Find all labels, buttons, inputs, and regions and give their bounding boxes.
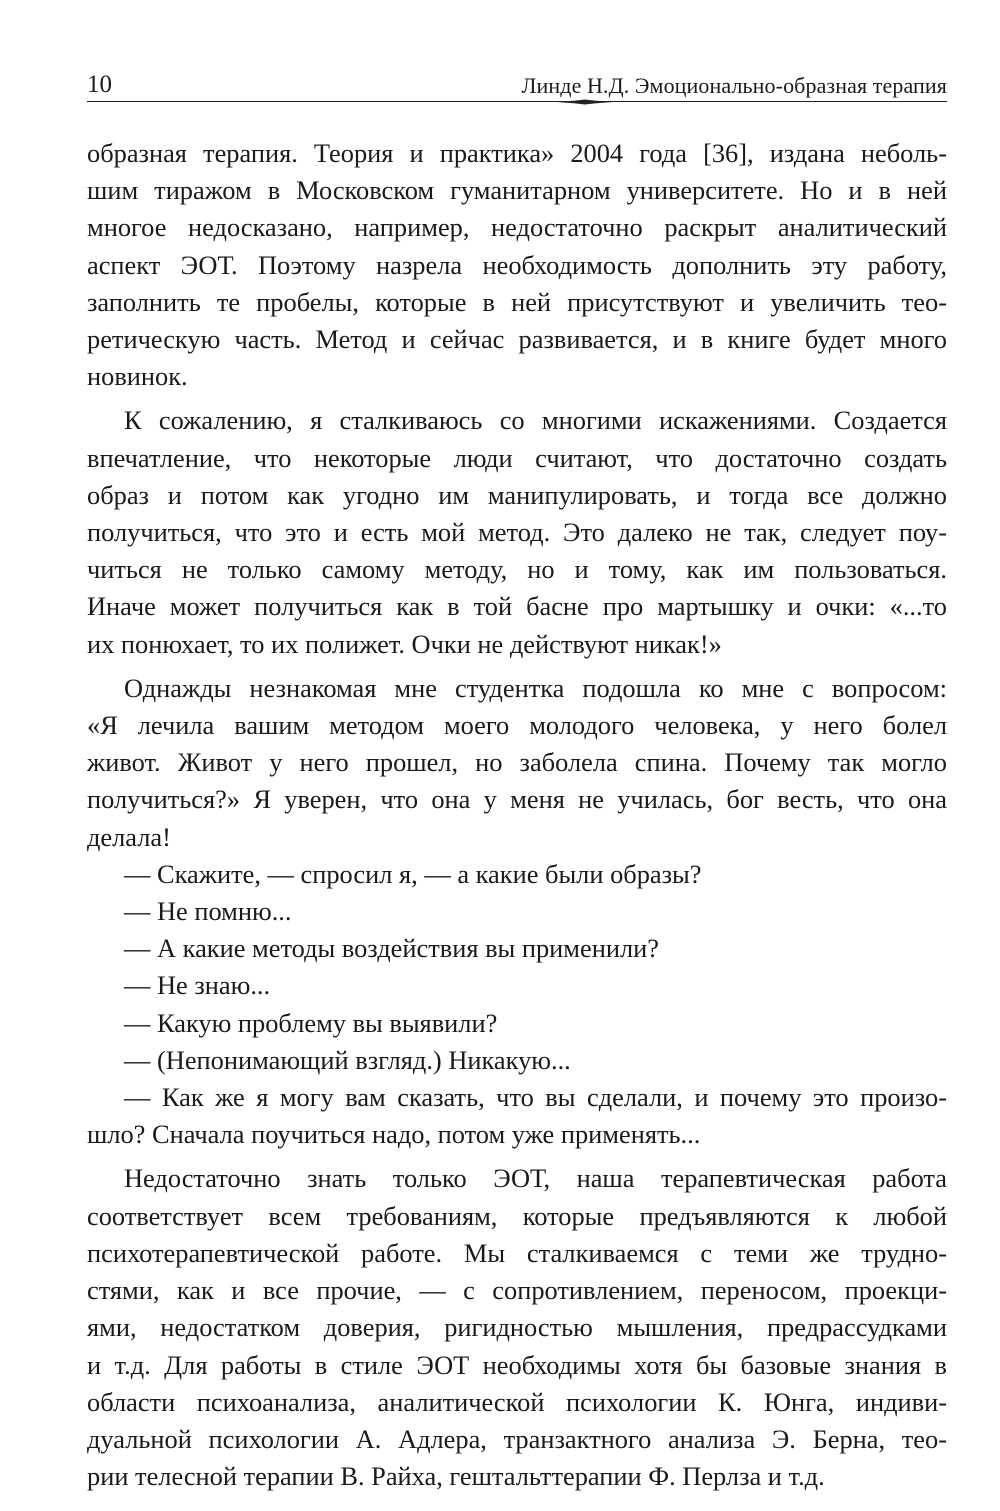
text-line: соответствует всем требованиям, которые предъявляются к любой — [87, 1200, 947, 1231]
dialogue-line: — А какие методы воздействия вы применили? — [124, 933, 659, 964]
header-ornament-icon — [557, 98, 613, 106]
paragraph-gap — [87, 395, 947, 402]
text-line: К сожалению, я сталкиваюсь со многими искажениями. Создается — [124, 405, 947, 436]
page-number: 10 — [87, 71, 112, 98]
running-head — [87, 70, 947, 106]
body-text — [87, 135, 947, 1495]
text-line: и т.д. Для работы в стиле ЭОТ необходимы хотя бы базовые знания в — [87, 1349, 947, 1380]
text-line: «Я лечила вашим методом моего молодого человека, у него болел — [87, 710, 947, 741]
text-line: многое недосказано, например, недостаточно раскрыт аналитический — [87, 212, 947, 243]
text-line: ями, недостатком доверия, ригидностью мышления, предрассудками — [87, 1312, 947, 1343]
text-line: шим тиражом в Московском гуманитарном университете. Но и в ней — [87, 175, 947, 206]
text-line: Недостаточно знать только ЭОТ, наша терапевтическая работа — [124, 1163, 947, 1194]
text-line: заполнить те пробелы, которые в ней присутствуют и увеличить тео- — [87, 286, 947, 317]
text-line: образ и потом как угодно им манипулировать, и тогда все должно — [87, 479, 947, 510]
paragraph-gap — [87, 663, 947, 670]
dialogue-line: — Какую проблему вы выявили? — [124, 1007, 498, 1038]
dialogue-line: — Не знаю... — [124, 970, 271, 1001]
text-line: их понюхает, то их полижет. Очки не действуют никак!» — [87, 628, 722, 659]
dialogue-line: — Не помню... — [124, 896, 292, 927]
text-line: получиться?» Я уверен, что она у меня не училась, бог весть, что она — [87, 784, 947, 815]
text-line: аспект ЭОТ. Поэтому назрела необходимость дополнить эту работу, — [87, 249, 947, 280]
text-line: рии телесной терапии В. Райха, гештальттерапии Ф. Перлза и т.д. — [87, 1461, 825, 1492]
text-line: дуальной психологии А. Адлера, транзактного анализа Э. Берна, тео- — [87, 1423, 947, 1454]
text-line: живот. Живот у него прошел, но заболела спина. Почему так могло — [87, 747, 947, 778]
text-line: области психоанализа, аналитической психологии К. Юнга, индиви- — [87, 1386, 947, 1417]
dialogue-line: шло? Сначала поучиться надо, потом уже применять... — [87, 1119, 701, 1150]
text-line: ретическую часть. Метод и сейчас развивается, и в книге будет много — [87, 324, 947, 355]
text-line: психотерапевтической работе. Мы сталкиваемся с теми же трудно- — [87, 1237, 947, 1268]
text-line: получиться, что это и есть мой метод. Это далеко не так, следует поу- — [87, 517, 947, 548]
text-line: образная терапия. Теория и практика» 2004 года [36], издана неболь- — [87, 138, 947, 168]
text-line: впечатление, что некоторые люди считают, что достаточно создать — [87, 442, 947, 473]
text-line: стями, как и все прочие, — с сопротивлением, переносом, проекци- — [87, 1275, 947, 1306]
paragraph-gap — [87, 1153, 947, 1160]
text-line: читься не только самому методу, но и тому, как им пользоваться. — [87, 554, 947, 585]
text-line: делала! — [87, 821, 171, 852]
dialogue-line: — Как же я могу вам сказать, что вы сделали, и почему это произо- — [124, 1082, 947, 1113]
text-line: Однажды незнакомая мне студентка подошла ко мне с вопросом: — [124, 672, 947, 703]
running-title: Линде Н.Д. Эмоционально-образная терапия — [521, 73, 947, 98]
text-line: новинок. — [87, 361, 188, 392]
header-rule — [87, 101, 947, 102]
text-line: Иначе может получиться как в той басне про мартышку и очки: «...то — [87, 591, 947, 622]
dialogue-line: — (Непонимающий взгляд.) Никакую... — [124, 1044, 571, 1075]
dialogue-line: — Скажите, — спросил я, — а какие были образы? — [124, 858, 702, 889]
